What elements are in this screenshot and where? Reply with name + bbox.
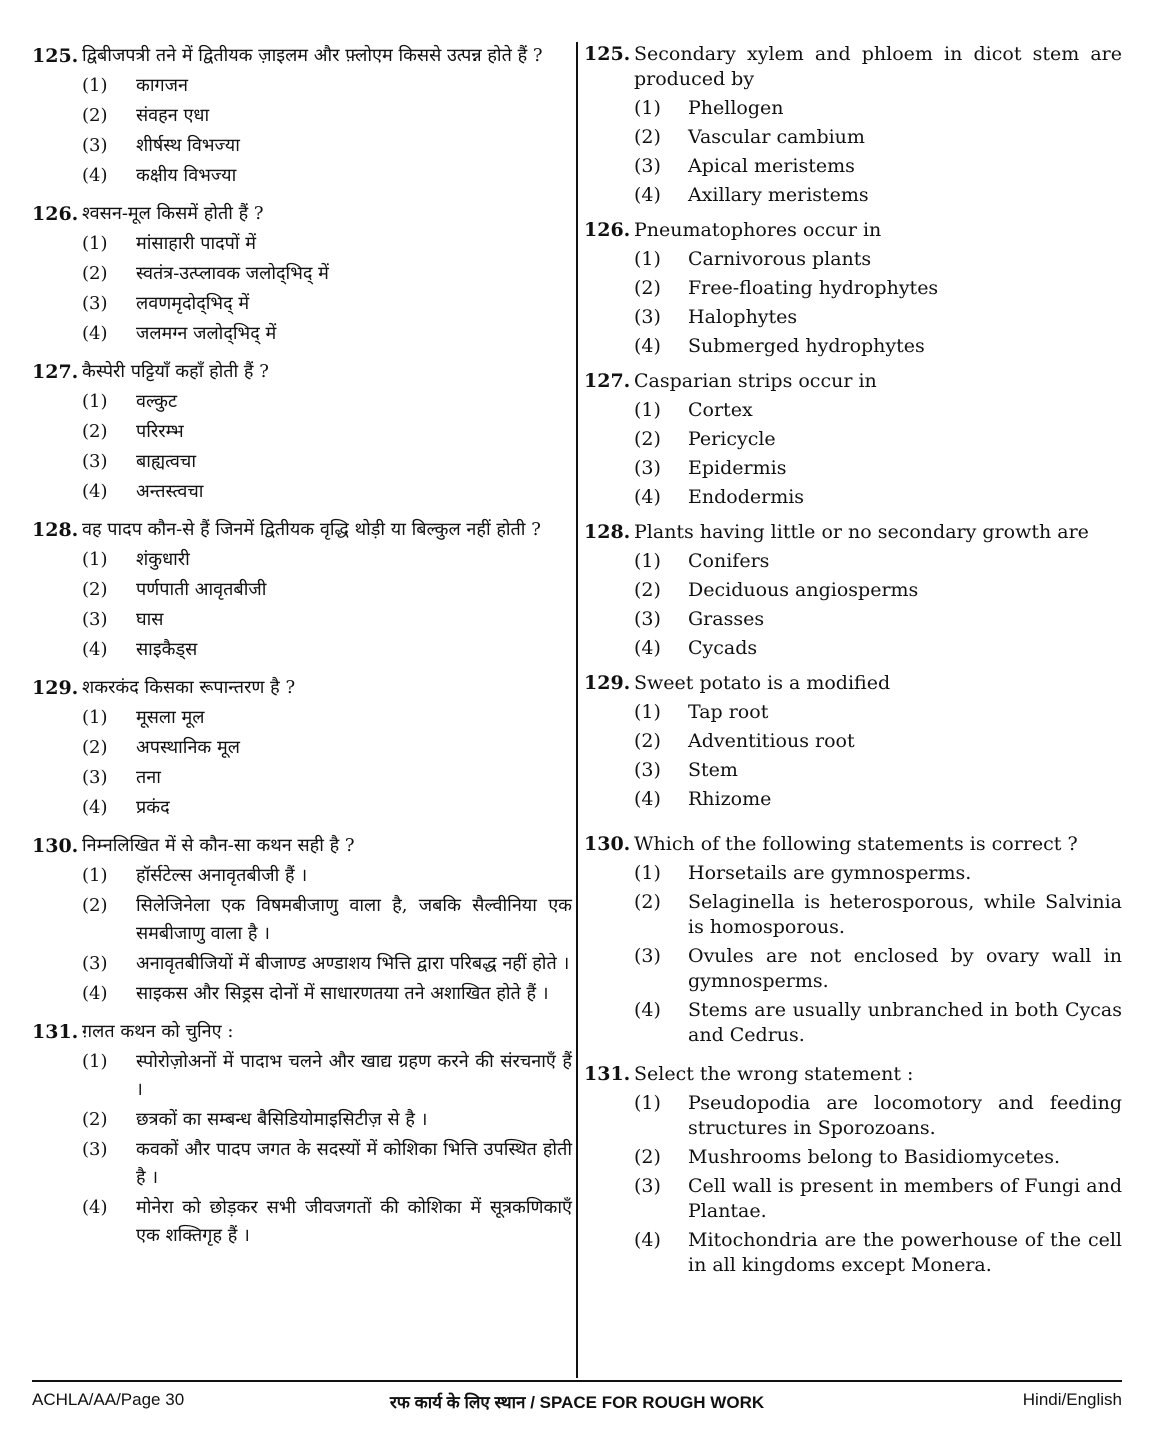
option-text: Stems are usually unbranched in both Cycas and Cedrus. bbox=[688, 999, 1122, 1046]
option-number: (4) bbox=[82, 323, 108, 344]
answer-option bbox=[82, 230, 572, 258]
answer-option bbox=[82, 980, 572, 1008]
question-130 bbox=[32, 832, 572, 1008]
option-text: शीर्षस्थ विभज्या bbox=[136, 135, 240, 156]
question-125 bbox=[584, 42, 1122, 208]
question-number: 128. bbox=[584, 521, 631, 543]
option-text: Conifers bbox=[688, 550, 770, 572]
question-131 bbox=[32, 1018, 572, 1250]
question-number: 130. bbox=[584, 833, 631, 855]
question-text: ग़लत कथन को चुनिए : bbox=[82, 1021, 234, 1042]
answer-option bbox=[82, 606, 572, 634]
option-text: मूसला मूल bbox=[136, 707, 205, 728]
option-text: Selaginella is heterosporous, while Salvinia is homosporous. bbox=[688, 891, 1122, 938]
option-text: हॉर्सटेल्स अनावृतबीजी हैं । bbox=[136, 865, 308, 886]
option-text: Horsetails are gymnosperms. bbox=[688, 862, 972, 884]
option-text: स्पोरोज़ोअनों में पादाभ चलने और खाद्य ग्रहण करने की संरचनाएँ हैं । bbox=[136, 1051, 572, 1100]
option-text: Deciduous angiosperms bbox=[688, 579, 919, 601]
option-text: Apical meristems bbox=[688, 155, 855, 177]
option-text: Pseudopodia are locomotory and feeding structures in Sporozoans. bbox=[688, 1092, 1122, 1139]
option-text: सिलेजिनेला एक विषमबीजाणु वाला है, जबकि सैल्वीनिया एक समबीजाणु वाला है । bbox=[136, 895, 572, 944]
option-text: पर्णपाती आवृतबीजी bbox=[136, 579, 267, 600]
option-number: (4) bbox=[82, 797, 108, 818]
option-number: (2) bbox=[634, 277, 661, 299]
question-text: Which of the following statements is correct ? bbox=[634, 833, 1078, 855]
option-text: कागजन bbox=[136, 75, 188, 96]
option-text: Endodermis bbox=[688, 486, 805, 508]
option-number: (4) bbox=[634, 637, 661, 659]
option-number: (4) bbox=[634, 335, 661, 357]
option-text: संवहन एधा bbox=[136, 105, 210, 126]
option-number: (2) bbox=[82, 737, 108, 758]
option-number: (3) bbox=[82, 609, 108, 630]
answer-option bbox=[82, 704, 572, 732]
option-text: Free-floating hydrophytes bbox=[688, 277, 939, 299]
answer-option bbox=[634, 398, 1122, 423]
option-text: मोनेरा को छोड़कर सभी जीवजगतों की कोशिका में सूत्रकणिकाएँ एक शक्तिगृह हैं । bbox=[136, 1197, 572, 1246]
question-128 bbox=[32, 516, 572, 664]
option-number: (2) bbox=[634, 1146, 661, 1168]
question-text: Sweet potato is a modified bbox=[634, 672, 891, 694]
option-text: Adventitious root bbox=[688, 730, 855, 752]
answer-option bbox=[82, 636, 572, 664]
answer-option bbox=[82, 290, 572, 318]
option-text: Cortex bbox=[688, 399, 753, 421]
answer-option bbox=[82, 764, 572, 792]
answer-option bbox=[634, 1091, 1122, 1141]
option-number: (3) bbox=[82, 767, 108, 788]
option-text: स्वतंत्र-उत्प्लावक जलोद्‌भिद् में bbox=[136, 263, 329, 284]
question-text: Casparian strips occur in bbox=[634, 370, 877, 392]
option-number: (1) bbox=[634, 701, 661, 723]
answer-option bbox=[82, 132, 572, 160]
option-text: Vascular cambium bbox=[688, 126, 865, 148]
option-number: (3) bbox=[82, 1139, 108, 1160]
option-number: (4) bbox=[82, 983, 108, 1004]
option-text: कवकों और पादप जगत के सदस्यों में कोशिका भित्ति उपस्थित होती है । bbox=[136, 1139, 572, 1188]
option-text: Phellogen bbox=[688, 97, 784, 119]
option-number: (4) bbox=[634, 999, 661, 1021]
option-number: (3) bbox=[634, 608, 661, 630]
option-number: (4) bbox=[82, 165, 108, 186]
answer-option bbox=[634, 549, 1122, 574]
answer-option bbox=[82, 418, 572, 446]
option-text: बाह्यत्वचा bbox=[136, 451, 196, 472]
answer-option bbox=[82, 950, 572, 978]
answer-option bbox=[82, 734, 572, 762]
answer-option bbox=[634, 578, 1122, 603]
answer-option bbox=[634, 334, 1122, 359]
option-text: Ovules are not enclosed by ovary wall in gymnosperms. bbox=[688, 945, 1122, 992]
option-number: (2) bbox=[82, 421, 108, 442]
option-number: (1) bbox=[82, 233, 108, 254]
answer-option bbox=[634, 636, 1122, 661]
answer-option bbox=[634, 890, 1122, 940]
hindi-column bbox=[32, 42, 572, 1378]
answer-option bbox=[634, 607, 1122, 632]
option-text: अपस्थानिक मूल bbox=[136, 737, 240, 758]
option-number: (3) bbox=[634, 306, 661, 328]
answer-option bbox=[82, 388, 572, 416]
option-text: साइकस और सिड्रस दोनों में साधारणतया तने अशाखित होते हैं । bbox=[136, 983, 549, 1004]
option-text: Rhizome bbox=[688, 788, 772, 810]
question-number: 126. bbox=[32, 203, 79, 225]
option-text: अनावृतबीजियों में बीजाण्ड अण्डाशय भित्ति द्वारा परिबद्ध नहीं होते । bbox=[136, 953, 570, 974]
question-text: द्विबीजपत्री तने में द्वितीयक ज़ाइलम और फ़्लोएम किससे उत्पन्न होते हैं ? bbox=[82, 45, 543, 66]
option-number: (4) bbox=[82, 481, 108, 502]
option-number: (1) bbox=[82, 75, 108, 96]
option-text: Mitochondria are the powerhouse of the cell in all kingdoms except Monera. bbox=[688, 1229, 1122, 1276]
option-text: अन्तस्त्वचा bbox=[136, 481, 204, 502]
answer-option bbox=[82, 1106, 572, 1134]
question-text: श्वसन-मूल किसमें होती हैं ? bbox=[82, 203, 264, 224]
answer-option bbox=[82, 1136, 572, 1192]
answer-option bbox=[82, 892, 572, 948]
answer-option bbox=[634, 183, 1122, 208]
answer-option bbox=[82, 162, 572, 190]
option-text: परिरम्भ bbox=[136, 421, 184, 442]
question-text: Plants having little or no secondary growth are bbox=[634, 521, 1089, 543]
answer-option bbox=[634, 485, 1122, 510]
option-number: (2) bbox=[82, 579, 108, 600]
question-number: 128. bbox=[32, 519, 79, 541]
option-number: (1) bbox=[634, 248, 661, 270]
option-number: (3) bbox=[82, 451, 108, 472]
answer-option bbox=[634, 998, 1122, 1048]
question-number: 130. bbox=[32, 835, 79, 857]
option-number: (4) bbox=[634, 788, 661, 810]
answer-option bbox=[634, 944, 1122, 994]
answer-option bbox=[634, 125, 1122, 150]
question-129 bbox=[32, 674, 572, 822]
question-number: 125. bbox=[584, 43, 631, 65]
answer-option bbox=[634, 96, 1122, 121]
option-number: (3) bbox=[634, 759, 661, 781]
option-number: (2) bbox=[82, 105, 108, 126]
answer-option bbox=[82, 448, 572, 476]
answer-option bbox=[634, 154, 1122, 179]
option-number: (4) bbox=[82, 639, 108, 660]
option-number: (3) bbox=[634, 155, 661, 177]
question-text: Select the wrong statement : bbox=[634, 1063, 914, 1085]
option-text: Cell wall is present in members of Fungi and Plantae. bbox=[688, 1175, 1122, 1222]
option-number: (1) bbox=[634, 862, 661, 884]
question-text: Secondary xylem and phloem in dicot stem are produced by bbox=[634, 43, 1122, 90]
option-number: (3) bbox=[82, 953, 108, 974]
option-number: (2) bbox=[82, 895, 108, 916]
question-number: 129. bbox=[32, 677, 79, 699]
option-number: (2) bbox=[82, 1109, 108, 1130]
option-number: (4) bbox=[634, 184, 661, 206]
answer-option bbox=[82, 1048, 572, 1104]
option-number: (2) bbox=[634, 579, 661, 601]
answer-option bbox=[634, 1174, 1122, 1224]
answer-option bbox=[634, 758, 1122, 783]
answer-option bbox=[82, 794, 572, 822]
option-number: (1) bbox=[634, 550, 661, 572]
rough-work-label: रफ कार्य के लिए स्थान / SPACE FOR ROUGH WORK bbox=[389, 1393, 765, 1412]
answer-option bbox=[82, 862, 572, 890]
option-number: (1) bbox=[634, 97, 661, 119]
option-number: (4) bbox=[82, 1197, 108, 1218]
option-text: Epidermis bbox=[688, 457, 787, 479]
question-text: शकरकंद किसका रूपान्तरण है ? bbox=[82, 677, 296, 698]
option-number: (1) bbox=[82, 707, 108, 728]
option-number: (2) bbox=[634, 730, 661, 752]
answer-option bbox=[634, 1228, 1122, 1278]
option-text: तना bbox=[136, 767, 161, 788]
english-column bbox=[584, 42, 1122, 1378]
answer-option bbox=[82, 260, 572, 288]
option-text: छत्रकों का सम्बन्ध बैसिडियोमाइसिटीज़ से है । bbox=[136, 1109, 428, 1130]
language-label: Hindi/English bbox=[1022, 1390, 1122, 1409]
answer-option bbox=[634, 787, 1122, 812]
question-128 bbox=[584, 520, 1122, 661]
option-number: (3) bbox=[634, 945, 661, 967]
option-number: (4) bbox=[634, 486, 661, 508]
question-127 bbox=[584, 369, 1122, 510]
option-number: (3) bbox=[82, 293, 108, 314]
answer-option bbox=[82, 102, 572, 130]
answer-option bbox=[634, 1145, 1122, 1170]
option-text: Tap root bbox=[688, 701, 769, 723]
answer-option bbox=[634, 305, 1122, 330]
option-text: Submerged hydrophytes bbox=[688, 335, 925, 357]
answer-option bbox=[634, 456, 1122, 481]
question-126 bbox=[32, 200, 572, 348]
page-footer bbox=[32, 1390, 1122, 1414]
option-number: (1) bbox=[82, 1051, 108, 1072]
answer-option bbox=[634, 247, 1122, 272]
question-number: 127. bbox=[32, 361, 79, 383]
question-number: 127. bbox=[584, 370, 631, 392]
question-125 bbox=[32, 42, 572, 190]
question-text: निम्नलिखित में से कौन-सा कथन सही है ? bbox=[82, 835, 355, 856]
option-text: Axillary meristems bbox=[688, 184, 869, 206]
question-131 bbox=[584, 1062, 1122, 1278]
option-number: (1) bbox=[82, 391, 108, 412]
question-number: 126. bbox=[584, 219, 631, 241]
question-number: 131. bbox=[32, 1021, 79, 1043]
answer-option bbox=[634, 427, 1122, 452]
option-number: (2) bbox=[82, 263, 108, 284]
option-number: (1) bbox=[634, 1092, 661, 1114]
question-126 bbox=[584, 218, 1122, 359]
option-text: प्रकंद bbox=[136, 797, 170, 818]
footer-rule bbox=[32, 1380, 1122, 1382]
answer-option bbox=[82, 320, 572, 348]
question-129 bbox=[584, 671, 1122, 812]
option-text: शंकुधारी bbox=[136, 549, 190, 570]
column-divider bbox=[576, 42, 578, 1378]
answer-option bbox=[634, 700, 1122, 725]
answer-option bbox=[634, 276, 1122, 301]
option-text: लवणमृदोद्‌भिद् में bbox=[136, 293, 250, 314]
option-number: (2) bbox=[634, 891, 661, 913]
option-text: Mushrooms belong to Basidiomycetes. bbox=[688, 1146, 1061, 1168]
option-number: (3) bbox=[634, 1175, 661, 1197]
option-number: (1) bbox=[82, 549, 108, 570]
question-130 bbox=[584, 832, 1122, 1048]
option-number: (1) bbox=[82, 865, 108, 886]
question-text: वह पादप कौन-से हैं जिनमें द्वितीयक वृद्धि थोड़ी या बिल्कुल नहीं होती ? bbox=[82, 519, 541, 540]
answer-option bbox=[634, 861, 1122, 886]
option-text: मांसाहारी पादपों में bbox=[136, 233, 257, 254]
answer-option bbox=[82, 546, 572, 574]
option-text: Pericycle bbox=[688, 428, 776, 450]
option-text: Cycads bbox=[688, 637, 758, 659]
option-text: जलमग्न जलोद्‌भिद् में bbox=[136, 323, 277, 344]
option-text: घास bbox=[136, 609, 164, 630]
answer-option bbox=[634, 729, 1122, 754]
question-text: कैस्पेरी पट्टियाँ कहाँ होती हैं ? bbox=[82, 361, 269, 382]
option-text: वल्कुट bbox=[136, 391, 178, 412]
option-number: (1) bbox=[634, 399, 661, 421]
answer-option bbox=[82, 576, 572, 604]
option-number: (2) bbox=[634, 126, 661, 148]
option-number: (2) bbox=[634, 428, 661, 450]
answer-option bbox=[82, 72, 572, 100]
answer-option bbox=[82, 478, 572, 506]
option-text: कक्षीय विभज्या bbox=[136, 165, 237, 186]
answer-option bbox=[82, 1194, 572, 1250]
option-number: (3) bbox=[634, 457, 661, 479]
question-127 bbox=[32, 358, 572, 506]
question-number: 125. bbox=[32, 45, 79, 67]
option-text: Halophytes bbox=[688, 306, 798, 328]
option-text: साइकैड्स bbox=[136, 639, 198, 660]
option-text: Stem bbox=[688, 759, 738, 781]
exam-page bbox=[32, 42, 1122, 1378]
option-number: (3) bbox=[82, 135, 108, 156]
question-number: 131. bbox=[584, 1063, 631, 1085]
option-text: Grasses bbox=[688, 608, 765, 630]
question-text: Pneumatophores occur in bbox=[634, 219, 882, 241]
question-number: 129. bbox=[584, 672, 631, 694]
page-code: ACHLA/AA/Page 30 bbox=[32, 1390, 185, 1409]
option-number: (4) bbox=[634, 1229, 661, 1251]
option-text: Carnivorous plants bbox=[688, 248, 872, 270]
